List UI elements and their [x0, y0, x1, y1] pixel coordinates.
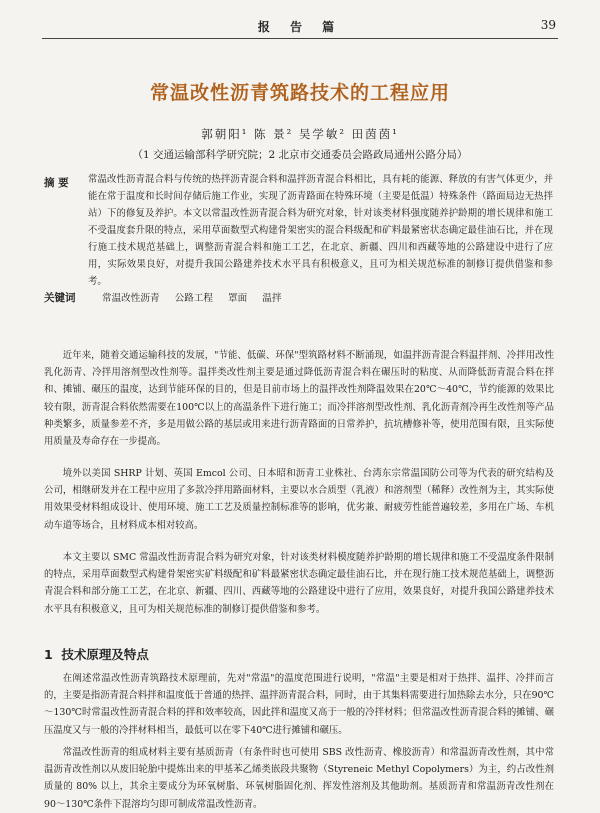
- body-paragraph: 在阐述常温改性沥青筑路技术原理前，先对"常温"的温度范围进行说明，"常温"主要是相对于热拌、温拌、冷拌而言的，主要是指沥青混合料拌和温度低于普通的热拌、温拌沥青混合料，同时，由于其集料需要进行加热除去水分，只在90℃～130℃时常温改性沥青混合料的拌和效率较高，因此拌和温度又高于一般的冷拌材料；但常温改性沥青混合料的摊铺、碾压温度又与一般的冷拌材料相当，最低可以在零下40℃进行摊铺和碾压。: [44, 673, 554, 736]
- journal-name: 报 告 篇: [257, 20, 343, 34]
- section-number: 1: [44, 647, 53, 662]
- body-paragraph: 常温改性沥青的组成材料主要有基质沥青（有条件时也可使用 SBS 改性沥青、橡胶沥青）和常温沥青改性剂，其中常温沥青改性剂以从废旧轮胎中提炼出来的甲基苯乙烯类嵌段共聚物（Styreneic Methyl Copolymers）为主，约占改性剂质量的 80% 以上，其余主要成分为环氧树脂、环氧树脂固化剂、挥发性溶剂及其他助剂。基质沥青和常温沥青改性剂在 90～130℃条件下混溶均匀即可制成常温改性沥青。: [44, 747, 554, 810]
- article-title: 常温改性沥青筑路技术的工程应用: [149, 82, 450, 104]
- affiliations: （1 交通运输部科学研究院；2 北京市交通委员会路政局通州公路分局）: [132, 149, 468, 161]
- page-number: 39: [540, 18, 556, 32]
- author-list: 郭朝阳¹ 陈 景² 吴学敏² 田茵茵¹: [201, 127, 399, 141]
- section-heading: [44, 645, 149, 663]
- body-paragraph: 境外以美国 SHRP 计划、英国 Emcol 公司、日本昭和沥青工业株社、台湾东宗常温国防公司等为代表的研究结构及公司，相继研发并在工程中应用了多款冷拌用路面材料，主要以水合质型（乳液）和溶剂型（稀释）改性剂为主，其实际使用效果受材料组成设计、使用环境、施工工艺及质量控制标准等的影响，优劣兼、耐疲劳性能普遍较差，多用在广场、车机动车道等场合，且材料成本相对较高。: [44, 468, 554, 531]
- abstract-text: 常温改性沥青混合料与传统的热拌沥青混合料和温拌沥青混合料相比，具有耗的能源、释放的有害气体更少，并能在常于温度和长时间存储后施工作业，实现了沥青路面在特殊环境（主要是低温）特殊条件（路面局边无热拌站）下的修复及养护。本文以常温改性沥青混合料为研究对象，针对该类材料强度随养护龄期的增长规律和施工不受温度套升限的特点，采用草面数型式构建骨架密实的混合料级配和矿料最紧密状态确定最佳油石比，并在现行施工技术规范基础上，调整沥青混合料和施工工艺，在北京、新疆、四川和西藏等地的公路建设中进行了应用，实际效果良好，对提升我国公路建养技术水平具有积极意义，且可为相关规范标准的制修订提供借鉴和参考。: [88, 174, 553, 287]
- abstract-label: 摘 要: [44, 177, 69, 189]
- keywords-label: 关键词: [44, 292, 76, 304]
- body-paragraph: 近年来，随着交通运输科技的发展，"节能、低碳、环保"型筑路材料不断涌现，如温拌沥青混合料温拌剂、冷拌用改性乳化沥青、冷拌用溶剂型改性剂等。温拌类改性剂主要是通过降低沥青混合料在碾压时的粘度、从而降低沥青混合料在拌和、摊铺、碾压的温度，达到节能环保的目的，但是目前市场上的温拌改性剂降温效果在20℃～40℃，节约能源的效果比较有限，沥青混合料依然需要在100℃以上的高温条件下进行施工；而冷拌溶剂型改性剂、乳化沥青剂冷再生改性剂等产品种类繁多，质量参差不齐，多是用做公路的基层或用来进行沥青路面的日常养护，抗坑槽修补等，使用范围有限，且实际使用质量及寿命存在一步提高。: [44, 350, 554, 448]
- section-title: 技术原理及特点: [61, 647, 149, 662]
- header-rule: [42, 38, 558, 39]
- keywords-text: 常温改性沥青 公路工程 罩面 温拌: [102, 293, 282, 304]
- body-paragraph: 本文主要以 SMC 常温改性沥青混合料为研究对象，针对该类材料模度随养护龄期的增长规律和施工不受温度条件限制的特点，采用草面数型式构建骨架密实矿料级配和矿料最紧密状态确定最佳油石比，并在现行施工技术规范基础上，调整沥青混合料和部分施工工艺，在北京、新疆、四川、西藏等地的公路建设中进行了应用，效果良好，对提升我国公路建养技术水平具有积极意义，且可为相关规范标准的制修订提供借鉴和参考。: [44, 552, 554, 615]
